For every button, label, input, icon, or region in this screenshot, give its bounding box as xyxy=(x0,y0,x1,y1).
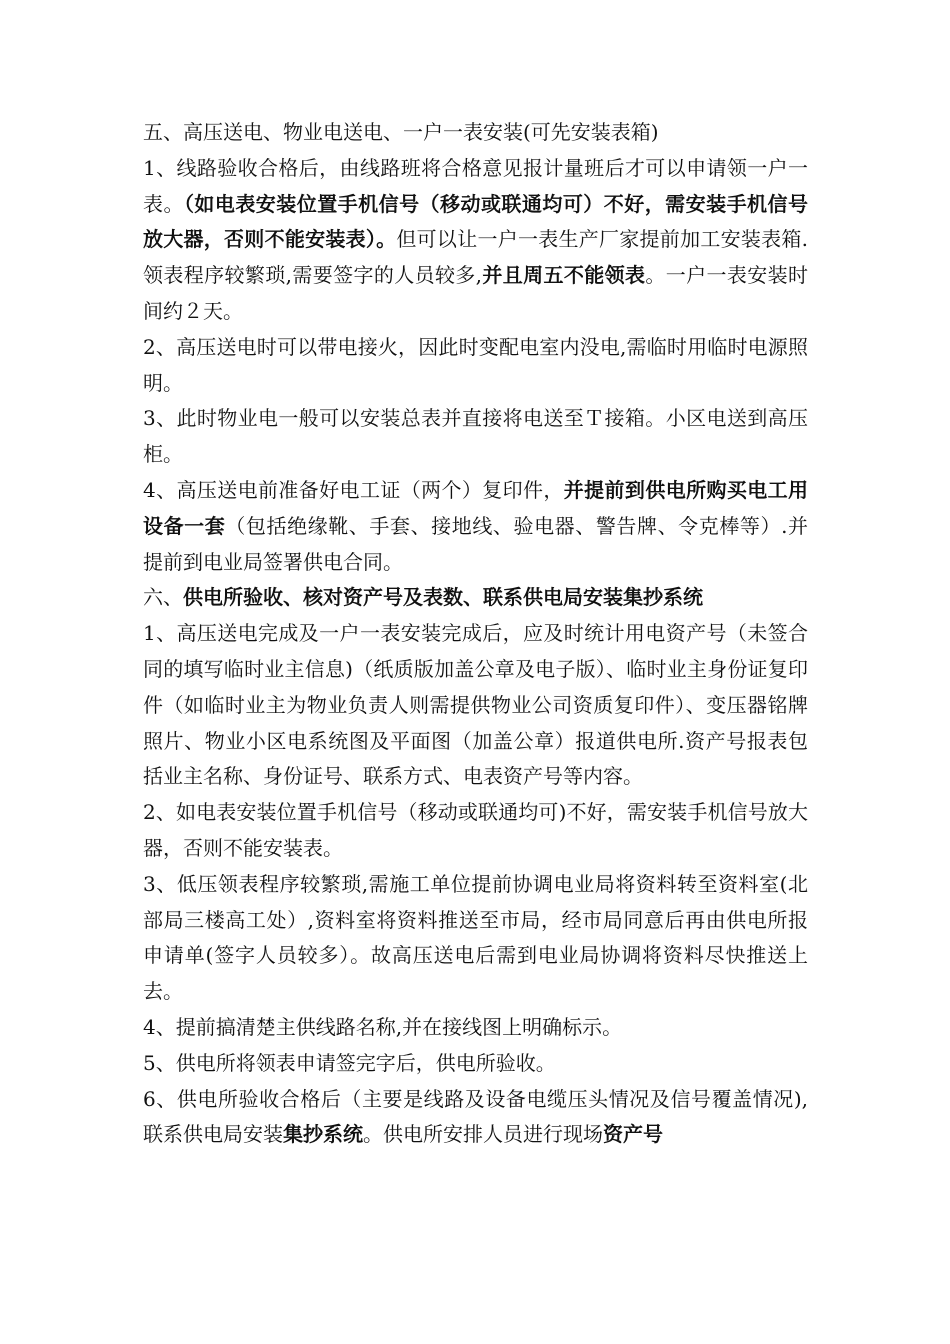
section-6-heading xyxy=(143,580,808,616)
bold-emphasis: 并提前到供电所购买电工用设备一套 xyxy=(143,477,808,538)
bold-emphasis: 并且周五不能领表 xyxy=(482,263,646,288)
item-text: 。供电所安排人员进行现场 xyxy=(363,1122,603,1147)
heading-title: 供电所验收、核对资产号及表数、联系供电局安装集抄系统 xyxy=(183,585,703,610)
bold-emphasis: 集抄系统 xyxy=(283,1122,363,1147)
document-page xyxy=(143,115,808,1153)
section-5-heading: 五、高压送电、物业电送电、一户一表安装(可先安装表箱) xyxy=(143,120,659,144)
section-5-item-4 xyxy=(143,473,808,580)
section-6-item-3: 3、低压领表程序较繁琐,需施工单位提前协调电业局将资料转至资料室(北部局三楼高工处）,资料室将资料推送至市局，经市局同意后再由供电所报申请单(签字人员较多）。故高压送电后需到电业局协调将资料尽快推送上去。 xyxy=(143,871,808,1004)
item-text: 6、供电所验收合格后（主要是线路及设备电缆压头情况及信号覆盖情况),联系供电局安装 xyxy=(143,1086,808,1147)
item-text: （包括绝缘靴、手套、接地线、验电器、警告牌、令克棒等）.并提前到电业局签署供电合同。 xyxy=(143,513,809,574)
bold-emphasis: （如电表安装位置手机信号（移动或联通均可）不好，需安装手机信号放大器，否则不能安装表）。 xyxy=(143,191,808,252)
heading-number: 六、 xyxy=(143,585,183,610)
section-6-item-1: 1、高压送电完成及一户一表安装完成后，应及时统计用电资产号（未签合同的填写临时业主信息)（纸质版加盖公章及电子版）、临时业主身份证复印件（如临时业主为物业负责人则需提供物业公司资质复印件）、变压器铭牌照片、物业小区电系统图及平面图（加盖公章）报道供电所.资产号报表包括业主名称、身份证号、联系方式、电表资产号等内容。 xyxy=(143,621,808,789)
section-6-item-6 xyxy=(143,1082,808,1154)
section-6-item-5: 5、供电所将领表申请签完字后，供电所验收。 xyxy=(143,1050,556,1075)
item-text: 1、线路验收合格后，由线路班将合格意见报计量班后才可以申请领一户一表。 xyxy=(143,155,808,216)
section-5-item-3: 3、此时物业电一般可以安装总表并直接将电送至Ｔ接箱。小区电送到高压柜。 xyxy=(143,406,808,467)
section-5-item-1 xyxy=(143,151,808,330)
item-text: 但可以让一户一表生产厂家提前加工安装表箱.领表程序较繁琐,需要签字的人员较多, xyxy=(143,227,809,288)
item-text: 4、高压送电前准备好电工证（两个）复印件， xyxy=(143,477,564,502)
section-6-item-2: 2、如电表安装位置手机信号（移动或联通均可)不好，需安装手机信号放大器，否则不能安装表。 xyxy=(143,800,808,860)
item-text: 。一户一表安装时间约２天。 xyxy=(143,263,809,323)
section-5-item-2: 2、高压送电时可以带电接火，因此时变配电室内没电,需临时用临时电源照明。 xyxy=(143,334,808,395)
bold-emphasis: 资产号 xyxy=(603,1122,663,1147)
section-6-item-4: 4、提前搞清楚主供线路名称,并在接线图上明确标示。 xyxy=(143,1014,623,1039)
